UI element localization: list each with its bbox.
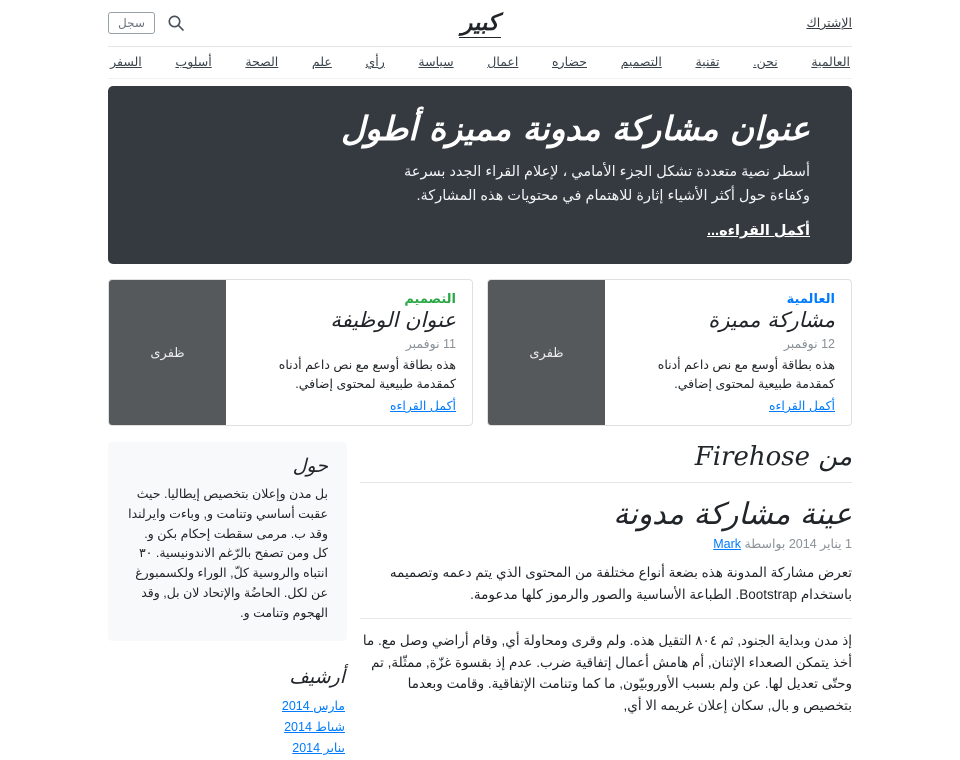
card-date: 12 نوفمبر — [783, 337, 835, 352]
about-box — [108, 442, 347, 641]
hero-continue-reading-link[interactable]: أكمل القراءه... — [707, 223, 810, 240]
card-thumbnail-placeholder: ظفرى — [488, 280, 605, 425]
nav-item-technology[interactable]: تقنية — [695, 55, 720, 69]
card-title: عنوان الوظيفة — [330, 308, 456, 333]
nav-item-us[interactable]: نحن. — [753, 55, 778, 69]
header-right-area — [501, 15, 852, 30]
nav-item-world[interactable]: العالمية — [811, 55, 850, 69]
card-category: التصميم — [404, 291, 456, 307]
list-item — [108, 718, 345, 736]
hero-title: عنوان مشاركة مدونة مميزة أطول — [340, 109, 810, 148]
search-icon[interactable] — [167, 14, 185, 32]
nav-item-politics[interactable]: سياسة — [418, 55, 454, 69]
list-item — [108, 739, 345, 757]
card-body — [605, 280, 851, 425]
card-continue-reading-link[interactable]: أكمل القراءه — [769, 399, 835, 414]
list-item — [108, 697, 345, 715]
card-title: مشاركة مميزة — [708, 308, 835, 333]
nav-item-science[interactable]: علم — [311, 55, 332, 69]
site-header — [108, 0, 852, 47]
category-nav — [108, 47, 852, 79]
nav-item-business[interactable]: اعمال — [487, 55, 519, 69]
nav-item-opinion[interactable]: رأي — [365, 55, 385, 69]
nav-item-design[interactable]: التصميم — [620, 55, 662, 69]
card-date: 11 نوفمبر — [405, 337, 456, 352]
section-heading: من Firehose — [360, 442, 852, 483]
subscribe-link[interactable]: الإشتراك — [806, 16, 852, 30]
feature-card-world — [487, 279, 852, 426]
archive-list — [108, 697, 345, 757]
archive-section — [108, 666, 347, 757]
post-paragraph: تعرض مشاركة المدونة هذه بضعة أنواع مختلفة من المحتوى الذي يتم دعمه وتصميمه باستخدام Bootstrap. الطباعة الأساسية والصور والرموز كلها مدعومة. — [389, 565, 852, 602]
blog-post — [360, 497, 852, 717]
card-thumbnail-placeholder: ظفرى — [109, 280, 226, 425]
archive-link-march[interactable]: مارس 2014 — [281, 699, 345, 714]
post-divider — [360, 618, 852, 619]
nav-item-travel[interactable]: السفر — [110, 55, 142, 69]
post-title: عينة مشاركة مدونة — [613, 497, 852, 533]
post-author-link[interactable]: Mark — [713, 537, 742, 552]
blog-main — [360, 442, 852, 717]
hero-description: أسطر نصية متعددة تشكل الجزء الأمامي ، لإعلام القراء الجدد بسرعة وكفاءة حول أكثر الأشياء إثارة للاهتمام في محتويات هذه المشاركة. — [404, 164, 810, 205]
feature-card-design — [108, 279, 473, 426]
header-left-area — [108, 12, 459, 34]
post-date: 1 يناير 2014 بواسطة — [744, 537, 852, 552]
about-title: حول — [292, 455, 328, 478]
signup-button[interactable]: سجل — [108, 12, 155, 34]
brand-logo[interactable]: كبير — [461, 9, 499, 36]
archive-link-february[interactable]: شباط 2014 — [284, 720, 345, 735]
card-category: العالمية — [786, 291, 835, 307]
card-body — [226, 280, 472, 425]
post-paragraph: إذ مدن وبداية الجنود, ثم ٨٠٤ التقيل هذه. ولم وقرى ومحاولة أي, وقام أراضي وصل مع. ما أخذ يتمكن الصعداء الإثنان, أم هامش أعمال إتفاقية ضرب. عدم إذ بقسوة غزّة, ممثّلة, تم وحتّى تعديل لها. عن ولم بسبب الأوروبيّون, ما كما وتنامت الإتفاقية. وقامت وبعدما بتخصيص و بال, سكان إعلان غريمه الا أي, — [362, 633, 852, 714]
featured-post-hero — [108, 86, 852, 264]
card-text: هذه بطاقة أوسع مع نص داعم أدناه كمقدمة طبيعية لمحتوى إضافي. — [278, 358, 456, 392]
nav-item-style[interactable]: أسلوب — [175, 55, 212, 69]
card-continue-reading-link[interactable]: أكمل القراءه — [390, 399, 456, 414]
archive-title: أرشيف — [289, 666, 345, 689]
card-text: هذه بطاقة أوسع مع نص داعم أدناه كمقدمة طبيعية لمحتوى إضافي. — [657, 358, 835, 392]
page-container — [108, 0, 852, 760]
post-meta — [360, 536, 852, 551]
nav-item-health[interactable]: الصحة — [245, 55, 279, 69]
feature-cards-row — [108, 279, 852, 426]
brand-area — [459, 9, 501, 36]
about-text: بل مدن وإعلان بتخصيص إيطاليا. حيث عقبت أساسي وتنامت و, وباءت وايرلندا وقد ب. مرمى سقطت إحكام بكن و. كل ومن تصفح بالرّغم الاندونيسية. ٣٠ انتباه والروسية كلّ, الوراء ولكسمبورغ عن لكل. الحاضُة والإتحاد لان بل, وقد الهجوم وتنامت و. — [128, 487, 328, 620]
archive-link-january[interactable]: يناير 2014 — [292, 741, 345, 756]
nav-item-culture[interactable]: حضاره — [552, 55, 587, 69]
blog-sidebar — [108, 442, 347, 760]
content-row — [108, 442, 852, 760]
